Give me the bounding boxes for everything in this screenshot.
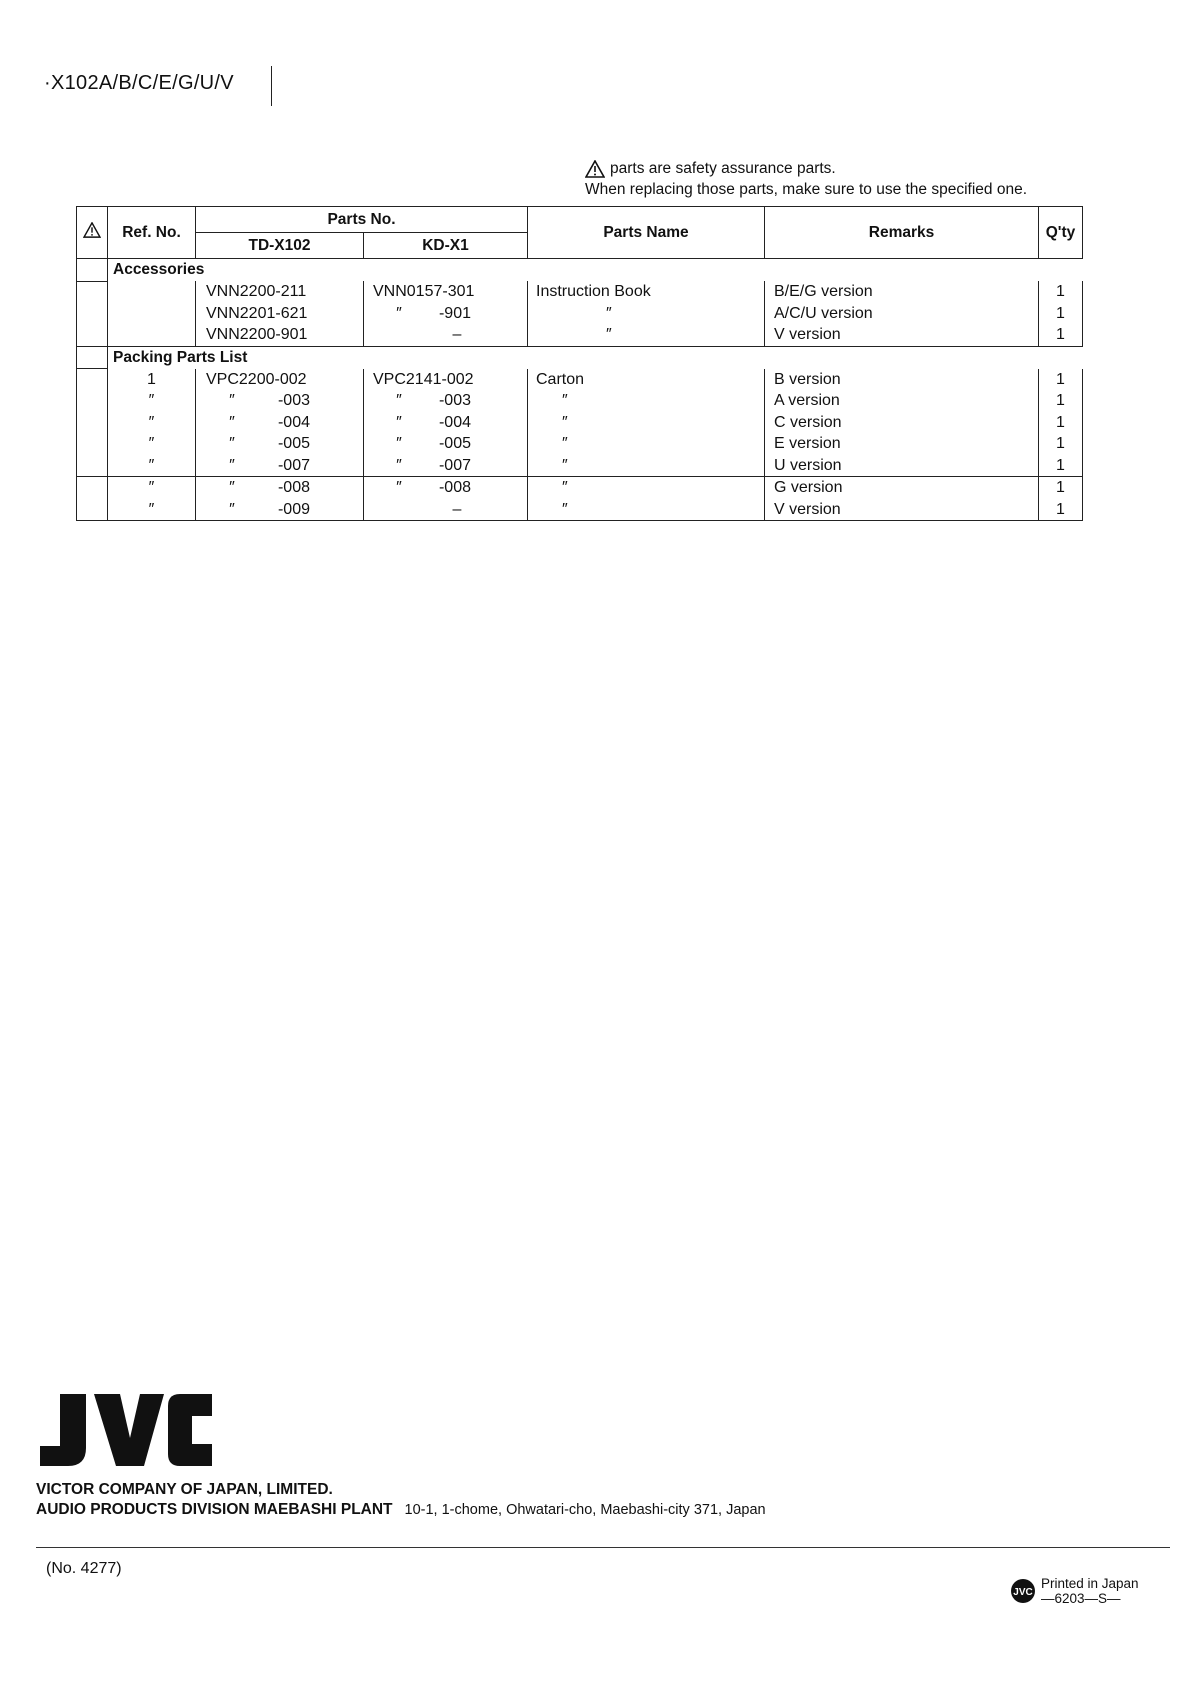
td-part-list: [206, 281, 363, 346]
td-part-cell: [206, 412, 363, 434]
jvc-badge-icon: [1010, 1578, 1036, 1604]
qty-cell: 1: [1056, 283, 1065, 300]
parts-name-cell: ″: [606, 326, 612, 343]
kd-part-suffix: -005: [438, 435, 471, 452]
ref-list: [108, 369, 195, 477]
company-name: VICTOR COMPANY OF JAPAN, LIMITED.: [36, 1481, 333, 1498]
qty-cell: 1: [1056, 479, 1065, 496]
kd-dash: –: [452, 326, 462, 343]
kd-part-list: [373, 369, 527, 477]
td-part-prefix: VNN2201-621: [206, 304, 308, 322]
parts-name-cell: ″: [562, 456, 568, 474]
accessories-section: [108, 259, 1083, 282]
parts-name-cell: ″: [562, 392, 568, 409]
kd-part-suffix: -901: [438, 304, 471, 322]
kd-part-suffix: -003: [438, 392, 471, 409]
safety-cell: [77, 369, 108, 477]
td-part-suffix: -009: [277, 500, 310, 518]
qty-cell: 1: [1056, 326, 1065, 343]
safety-column-header: [77, 207, 108, 259]
model-header: ·X102A/B/C/E/G/U/V: [44, 72, 234, 94]
kd-part-cell: [373, 324, 527, 346]
ref-cell: ″: [148, 456, 155, 474]
td-part-prefix: VNN2200-211: [206, 283, 307, 300]
kd-ditto: ″: [396, 304, 402, 322]
remark-cell: V version: [774, 326, 841, 343]
ref-cell: [108, 303, 195, 325]
company-info: [36, 1480, 766, 1520]
qty-cell: 1: [1056, 500, 1065, 518]
td-ditto: ″: [229, 500, 235, 518]
kd-part-cell: [373, 433, 527, 455]
section-title: Accessories: [113, 261, 205, 278]
td-model-header: TD-X102: [196, 233, 364, 259]
td-part-cell: [206, 499, 363, 521]
safety-note-line2: When replacing those parts, make sure to use the specified one.: [585, 181, 1027, 198]
footer-divider: [36, 1547, 1170, 1548]
td-part-list: [206, 477, 363, 520]
printed-in-japan: [1010, 1576, 1139, 1606]
td-ditto: ″: [229, 456, 235, 474]
document-number: (No. 4277): [46, 1560, 122, 1577]
ref-list: [108, 477, 195, 520]
parts-name-cell: ″: [562, 413, 568, 431]
kd-part-cell: [373, 390, 527, 412]
td-part-suffix: -003: [277, 392, 310, 409]
parts-name-list: [536, 369, 764, 477]
td-part-cell: [206, 369, 363, 391]
qty-cell: 1: [1056, 370, 1065, 388]
packing-rows: [77, 369, 1083, 477]
ref-cell: 1: [147, 370, 156, 388]
safety-note: [585, 158, 1027, 200]
parts-no-header: Parts No.: [196, 207, 528, 233]
td-part-cell: [206, 433, 363, 455]
remark-cell: C version: [774, 413, 842, 431]
qty-list: [1039, 369, 1082, 477]
remark-cell: B/E/G version: [774, 283, 873, 300]
company-address: 10-1, 1-chome, Ohwatari-cho, Maebashi-city 371, Japan: [404, 1502, 766, 1518]
qty-list: [1039, 281, 1082, 346]
accessories-rows: [77, 281, 1083, 346]
qty-cell: 1: [1056, 304, 1065, 322]
td-part-suffix: -008: [277, 479, 310, 496]
section-row-packing: [77, 346, 1083, 369]
parts-name-cell: ″: [562, 435, 568, 452]
kd-part-cell: [373, 455, 527, 477]
td-part-prefix: VPC2200-002: [206, 370, 307, 388]
remark-cell: B version: [774, 370, 841, 388]
td-part-cell: [206, 324, 363, 346]
kd-part-cell: [373, 477, 527, 499]
ref-cell: [108, 324, 195, 346]
print-code: —6203—S—: [1041, 1591, 1121, 1606]
ref-cell: ″: [148, 392, 155, 409]
remarks-header: Remarks: [765, 207, 1039, 259]
td-ditto: ″: [229, 435, 235, 452]
ref-cell: ″: [148, 413, 155, 431]
packing-section: [108, 346, 1083, 369]
printed-label: Printed in Japan: [1041, 1576, 1139, 1591]
td-part-cell: [206, 281, 363, 303]
kd-part-prefix: VNN0157-301: [373, 283, 475, 300]
section-title: Packing Parts List: [113, 348, 248, 366]
parts-name-cell: ″: [562, 500, 568, 518]
parts-table: [76, 206, 1083, 521]
ref-cell: ″: [148, 479, 155, 496]
remark-cell: G version: [774, 479, 843, 496]
parts-name-header: Parts Name: [528, 207, 765, 259]
qty-list: [1039, 477, 1082, 520]
remarks-list: [774, 369, 1038, 477]
kd-part-cell: [373, 281, 527, 303]
kd-part-cell: [373, 499, 527, 521]
packing-extra-rows: [77, 477, 1083, 521]
kd-part-list: [373, 477, 527, 520]
kd-ditto: ″: [396, 479, 402, 496]
td-part-suffix: -007: [277, 456, 310, 474]
qty-cell: 1: [1056, 413, 1065, 431]
parts-name-list: [536, 281, 764, 346]
qty-cell: 1: [1056, 392, 1065, 409]
kd-part-suffix: -008: [438, 479, 471, 496]
kd-part-suffix: -004: [438, 413, 471, 431]
remarks-list: [774, 477, 1038, 520]
warning-triangle-icon: [83, 222, 101, 238]
remark-cell: A version: [774, 392, 840, 409]
remark-cell: A/C/U version: [774, 304, 873, 322]
jvc-logo: [38, 1392, 214, 1473]
safety-cell: [77, 346, 108, 369]
kd-model-header: KD-X1: [364, 233, 528, 259]
kd-part-suffix: -007: [438, 456, 471, 474]
kd-part-prefix: VPC2141-002: [373, 370, 474, 388]
remarks-list: [774, 281, 1038, 346]
qty-header: Q'ty: [1039, 207, 1083, 259]
parts-name-cell: ″: [562, 479, 568, 496]
remark-cell: U version: [774, 456, 842, 474]
td-part-cell: [206, 477, 363, 499]
kd-dash: –: [452, 500, 462, 518]
ref-cell: ″: [148, 500, 155, 518]
remark-cell: E version: [774, 435, 841, 452]
safety-cell: [77, 477, 108, 521]
safety-cell: [77, 259, 108, 282]
td-part-list: [206, 369, 363, 477]
td-ditto: ″: [229, 479, 235, 496]
ref-no-header: Ref. No.: [108, 207, 196, 259]
safety-cell: [77, 281, 108, 346]
parts-name-cell: Instruction Book: [536, 283, 651, 300]
td-part-suffix: -005: [277, 435, 310, 452]
kd-ditto: ″: [396, 435, 402, 452]
kd-part-list: [373, 281, 527, 346]
header-divider: [271, 66, 272, 106]
division-name: AUDIO PRODUCTS DIVISION MAEBASHI PLANT: [36, 1501, 393, 1518]
kd-part-cell: [373, 303, 527, 325]
warning-triangle-icon: [585, 160, 605, 178]
kd-part-cell: [373, 412, 527, 434]
parts-name-cell: ″: [606, 304, 612, 322]
td-part-cell: [206, 455, 363, 477]
kd-ditto: ″: [396, 413, 402, 431]
td-part-cell: [206, 303, 363, 325]
td-part-prefix: VNN2200-901: [206, 326, 308, 343]
td-part-suffix: -004: [277, 413, 310, 431]
safety-note-line1: parts are safety assurance parts.: [610, 160, 836, 177]
ref-cell: [108, 281, 195, 303]
ref-list: [108, 281, 195, 346]
ref-cell: ″: [148, 435, 155, 452]
kd-part-cell: [373, 369, 527, 391]
kd-ditto: ″: [396, 456, 402, 474]
qty-cell: 1: [1056, 435, 1065, 452]
section-row-accessories: [77, 259, 1083, 282]
parts-name-list: [536, 477, 764, 520]
qty-cell: 1: [1056, 456, 1065, 474]
parts-name-cell: Carton: [536, 370, 585, 388]
badge-text: JVC: [1013, 1587, 1033, 1598]
td-ditto: ″: [229, 413, 235, 431]
td-ditto: ″: [229, 392, 235, 409]
td-part-cell: [206, 390, 363, 412]
kd-ditto: ″: [396, 392, 402, 409]
remark-cell: V version: [774, 500, 841, 518]
